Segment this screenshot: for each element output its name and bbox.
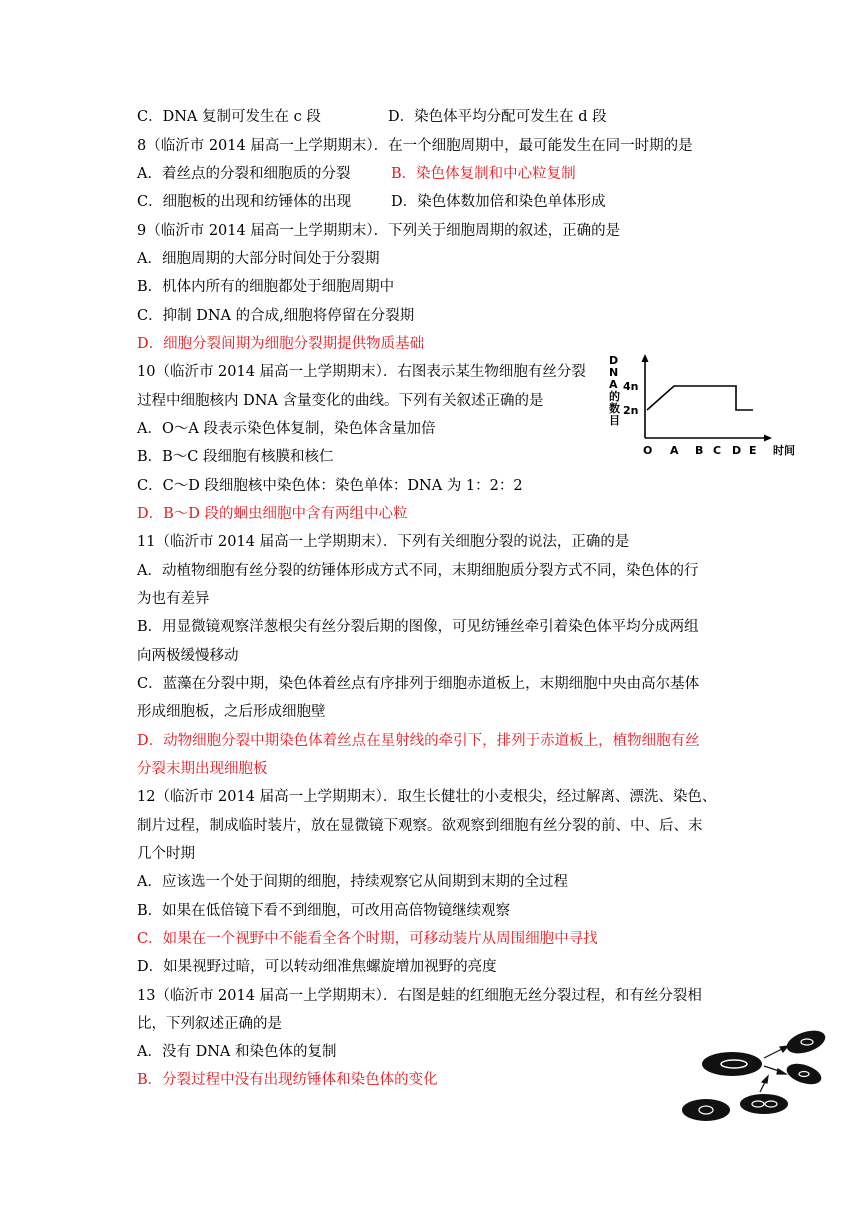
q9-option-b: B．机体内所有的细胞都处于细胞周期中 [137,279,395,295]
q10-option-a: A．O～A 段表示染色体复制，染色体含量加倍 [137,421,436,437]
q7-option-c: C．DNA 复制可发生在 c 段 [137,109,321,125]
q8-option-b-answer: B．染色体复制和中心粒复制 [391,166,576,182]
x-axis-label: 时间 [773,444,795,457]
q9-stem: 9（临沂市 2014 届高一上学期期末）．下列关于细胞周期的叙述，正确的是 [137,223,621,239]
q10-stem-1: 10（临沂市 2014 届高一上学期期末）．右图表示某生物细胞有丝分裂 [137,364,586,380]
y-axis-label-char: A [609,378,618,391]
q11-option-a-1: A．动植物细胞有丝分裂的纺锤体形成方式不同，末期细胞质分裂方式不同，染色体的行 [137,563,699,579]
q12-option-b: B．如果在低倍镜下看不到细胞，可改用高倍物镜继续观察 [137,903,511,919]
q13-option-b-answer: B．分裂过程中没有出现纺锤体和染色体的变化 [137,1072,438,1088]
q11-option-c-1: C．蓝藻在分裂中期，染色体着丝点有序排列于细胞赤道板上，末期细胞中央由高尔基体 [137,676,700,692]
q9-option-d-answer: D．细胞分裂间期为细胞分裂期提供物质基础 [137,336,425,352]
q8-option-c: C．细胞板的出现和纺锤体的出现 [137,194,352,210]
q10-stem-2: 过程中细胞核内 DNA 含量变化的曲线。下列有关叙述正确的是 [137,393,544,409]
q11-option-d-2-answer: 分裂末期出现细胞板 [137,761,268,777]
frog-red-cell-amitosis-figure [672,1028,842,1128]
q10-option-d-answer: D．B～D 段的蛔虫细胞中含有两组中心粒 [137,506,408,522]
q12-option-c-answer: C．如果在一个视野中不能看全各个时期，可移动装片从周围细胞中寻找 [137,931,598,947]
cell-icon-right [784,1060,824,1088]
cell-icon-bottom-left [682,1099,730,1121]
q9-option-c: C．抑制 DNA 的合成,细胞将停留在分裂期 [137,308,415,324]
q13-stem-1: 13（临沂市 2014 届高一上学期期末）．右图是蛙的红细胞无丝分裂过程，和有丝分裂相 [137,988,702,1004]
x-axis-arrow [764,435,772,442]
q12-stem-1: 12（临沂市 2014 届高一上学期期末）．取生长健壮的小麦根尖，经过解离、漂洗、染色、 [137,789,717,805]
y-axis-arrow [642,354,649,362]
q8-stem: 8（临沂市 2014 届高一上学期期末）．在一个细胞周期中，最可能发生在同一时期的是 [137,138,693,154]
q12-stem-3: 几个时期 [137,846,195,862]
dna-content-chart [605,352,805,460]
q9-option-a: A．细胞周期的大部分时间处于分裂期 [137,251,380,267]
y-axis-label-char: 的 [609,390,620,403]
y-axis-label-char: N [609,366,619,379]
y-axis-label-char: 目 [609,414,620,427]
y-axis-label-char: 数 [609,402,620,415]
q11-stem: 11（临沂市 2014 届高一上学期期末）．下列有关细胞分裂的说法，正确的是 [137,534,630,550]
x-tick-label: O [643,444,653,457]
q10-option-c: C．C～D 段细胞核中染色体：染色单体：DNA 为 1：2：2 [137,478,523,494]
q8-option-d: D．染色体数加倍和染色单体形成 [391,194,606,210]
q11-option-a-2: 为也有差异 [137,591,210,607]
q11-option-c-2: 形成细胞板，之后形成细胞壁 [137,704,326,720]
cell-icon-1 [702,1052,762,1076]
cell-icon-bottom-middle [740,1094,788,1114]
y-tick-label: 4n [623,380,639,393]
q13-stem-2: 比，下列叙述正确的是 [137,1016,282,1032]
q10-option-b: B．B～C 段细胞有核膜和核仁 [137,449,334,465]
q13-option-a: A．没有 DNA 和染色体的复制 [137,1044,337,1060]
x-tick-label: B [695,444,704,457]
x-tick-label: C [713,444,722,457]
q11-option-b-2: 向两极缓慢移动 [137,648,239,664]
dna-content-line [647,386,753,410]
arrow-icons [760,1046,788,1092]
q11-option-b-1: B．用显微镜观察洋葱根尖有丝分裂后期的图像，可见纺锤丝牵引着染色体平均分成两组 [137,619,699,635]
x-tick-label: A [670,444,679,457]
y-axis-label-char: D [609,354,619,367]
q12-option-d: D．如果视野过暗，可以转动细准焦螺旋增加视野的亮度 [137,959,497,975]
q8-option-a: A．着丝点的分裂和细胞质的分裂 [137,166,351,182]
q12-stem-2: 制片过程，制成临时装片，放在显微镜下观察。欲观察到细胞有丝分裂的前、中、后、末 [137,818,703,834]
y-tick-label: 2n [623,404,639,417]
q11-option-d-1-answer: D．动物细胞分裂中期染色体着丝点在星射线的牵引下，排列于赤道板上，植物细胞有丝 [137,733,700,749]
cell-icon-top-right [784,1028,828,1058]
x-tick-label: E [749,444,757,457]
q12-option-a: A．应该选一个处于间期的细胞，持续观察它从间期到末期的全过程 [137,874,568,890]
x-tick-label: D [732,444,742,457]
q7-option-d: D．染色体平均分配可发生在 d 段 [388,109,607,125]
